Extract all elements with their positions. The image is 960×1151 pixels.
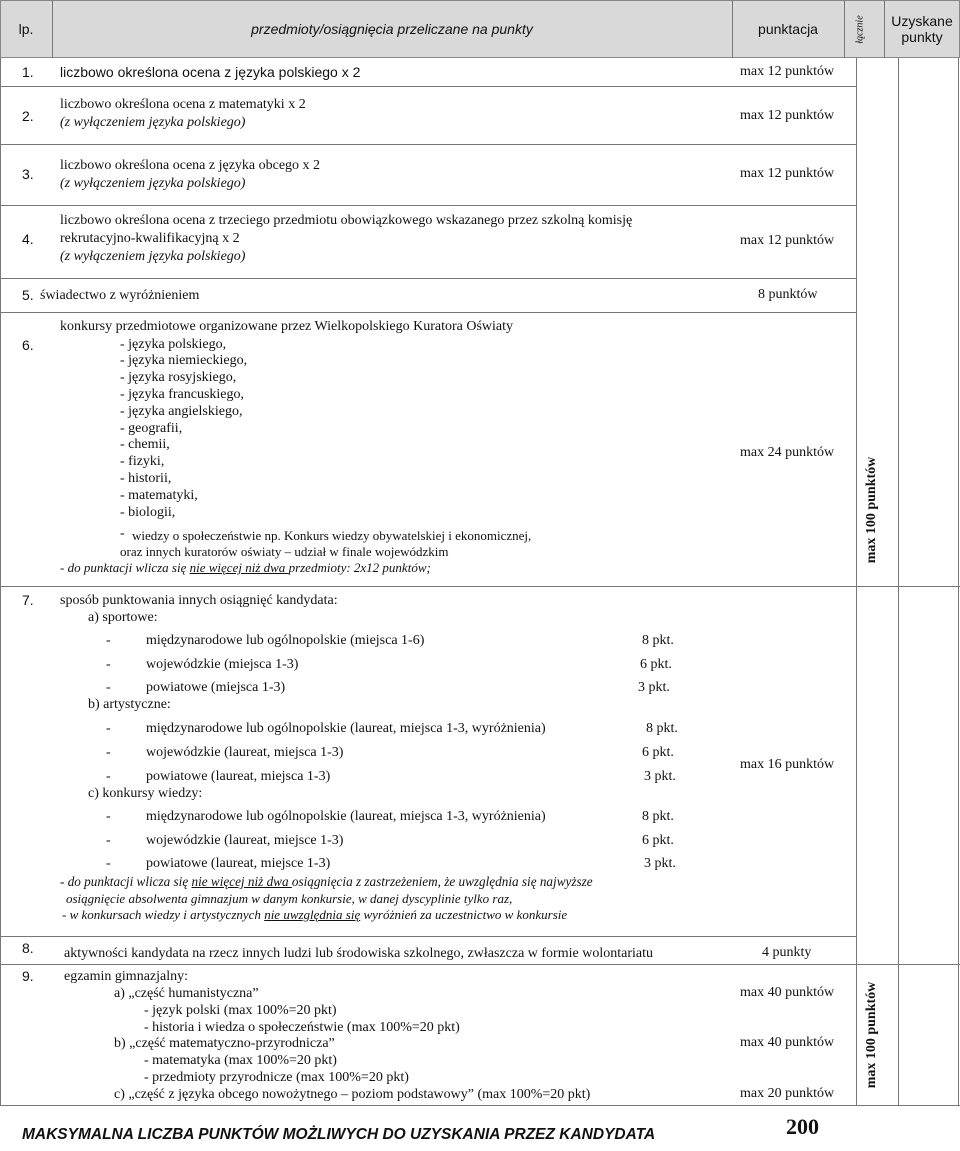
list-item-dash: - bbox=[106, 633, 111, 648]
row-number: 3. bbox=[22, 166, 34, 182]
row-note: (z wyłączeniem języka polskiego) bbox=[60, 176, 246, 191]
list-item-dash: - bbox=[106, 657, 111, 672]
list-item: wiedzy o społeczeństwie np. Konkurs wiedzy obywatelskiej i ekonomicznej, bbox=[132, 528, 532, 543]
row-number: 6. bbox=[22, 337, 34, 353]
row-number: 7. bbox=[22, 592, 34, 608]
list-item: międzynarodowe lub ogólnopolskie (miejsca 1-6) bbox=[146, 633, 425, 648]
row-text: liczbowo określona ocena z języka obcego x 2 bbox=[60, 158, 321, 173]
row-number: 9. bbox=[22, 968, 34, 984]
section-label: c) „część z języka obcego nowożytnego – poziom podstawowy” (max 100%=20 pkt) bbox=[114, 1087, 591, 1102]
list-item-dash: - bbox=[106, 721, 111, 736]
item-points: 6 pkt. bbox=[640, 657, 672, 672]
list-item: - języka angielskiego, bbox=[120, 404, 243, 419]
list-item-dash: - bbox=[120, 526, 125, 541]
list-item: powiatowe (miejsca 1-3) bbox=[146, 680, 286, 695]
row-points: max 12 punktów bbox=[740, 108, 835, 123]
row-number: 5. bbox=[22, 287, 34, 303]
row-points: max 16 punktów bbox=[740, 757, 835, 772]
list-item: powiatowe (laureat, miejsce 1-3) bbox=[146, 856, 331, 871]
item-points: max 40 punktów bbox=[740, 1035, 835, 1050]
row-divider bbox=[0, 936, 856, 937]
row-divider bbox=[0, 964, 960, 965]
section-label: a) „część humanistyczna” bbox=[114, 986, 259, 1001]
list-item-dash: - bbox=[106, 856, 111, 871]
item-points: 3 pkt. bbox=[638, 680, 670, 695]
list-item: - fizyki, bbox=[120, 454, 165, 469]
list-item: wojewódzkie (laureat, miejsca 1-3) bbox=[146, 745, 344, 760]
list-item-dash: - bbox=[106, 769, 111, 784]
list-item: - matematyki, bbox=[120, 488, 198, 503]
list-item: - przedmioty przyrodnicze (max 100%=20 pkt) bbox=[144, 1070, 409, 1085]
row-text: aktywności kandydata na rzecz innych ludzi lub środowiska szkolnego, zwłaszcza w formie wolontariatu bbox=[64, 946, 653, 961]
row-points: 8 punktów bbox=[758, 287, 818, 302]
row-points: max 24 punktów bbox=[740, 445, 835, 460]
list-item-dash: - bbox=[106, 745, 111, 760]
list-item: - matematyka (max 100%=20 pkt) bbox=[144, 1053, 337, 1068]
group-total-label: max 100 punktów bbox=[864, 981, 879, 1089]
header-obtained: Uzyskane punkty bbox=[891, 13, 953, 45]
section-label: c) konkursy wiedzy: bbox=[88, 786, 203, 801]
list-item: wojewódzkie (laureat, miejsce 1-3) bbox=[146, 833, 344, 848]
divider bbox=[732, 0, 733, 58]
section-label: b) „część matematyczno-przyrodnicza” bbox=[114, 1036, 335, 1051]
item-points: 8 pkt. bbox=[646, 721, 678, 736]
footer-label: MAKSYMALNA LICZBA PUNKTÓW MOŻLIWYCH DO UZYSKANIA PRZEZ KANDYDATA bbox=[22, 1126, 656, 1143]
row-divider bbox=[0, 278, 856, 279]
row-text: egzamin gimnazjalny: bbox=[64, 969, 189, 984]
section-label: b) artystyczne: bbox=[88, 697, 171, 712]
row-text: konkursy przedmiotowe organizowane przez Wielkopolskiego Kuratora Oświaty bbox=[60, 319, 514, 334]
row-note: (z wyłączeniem języka polskiego) bbox=[60, 115, 246, 130]
list-item: - języka rosyjskiego, bbox=[120, 370, 237, 385]
row-points: max 12 punktów bbox=[740, 64, 835, 79]
row-points: 4 punkty bbox=[762, 945, 812, 960]
row-note: - do punktacji wlicza się nie więcej niż dwa przedmioty: 2x12 punktów; bbox=[60, 560, 431, 575]
table-right-border bbox=[958, 58, 959, 1105]
list-item: - biologii, bbox=[120, 505, 176, 520]
row-divider bbox=[0, 205, 856, 206]
list-item-dash: - bbox=[106, 680, 111, 695]
list-item: - historia i wiedza o społeczeństwie (max 100%=20 pkt) bbox=[144, 1020, 460, 1035]
list-item: oraz innych kuratorów oświaty – udział w finale wojewódzkim bbox=[120, 544, 449, 559]
list-item: wojewódzkie (miejsca 1-3) bbox=[146, 657, 299, 672]
row-points: max 12 punktów bbox=[740, 166, 835, 181]
section-label: a) sportowe: bbox=[88, 610, 158, 625]
row-number: 4. bbox=[22, 231, 34, 247]
item-points: 8 pkt. bbox=[642, 809, 674, 824]
row-number: 8. bbox=[22, 940, 34, 956]
list-item: międzynarodowe lub ogólnopolskie (laureat, miejsca 1-3, wyróżnienia) bbox=[146, 809, 546, 824]
item-points: 3 pkt. bbox=[644, 769, 676, 784]
row-note: osiągnięcie absolwenta gimnazjum w danym konkursie, w danej dyscyplinie tylko raz, bbox=[66, 891, 513, 906]
row-note: (z wyłączeniem języka polskiego) bbox=[60, 249, 246, 264]
footer-total: 200 bbox=[786, 1114, 819, 1139]
list-item: - historii, bbox=[120, 471, 172, 486]
list-item: - języka niemieckiego, bbox=[120, 353, 248, 368]
list-item-dash: - bbox=[106, 833, 111, 848]
row-text: liczbowo określona ocena z matematyki x 2 bbox=[60, 97, 306, 112]
divider bbox=[884, 0, 885, 58]
row-divider bbox=[0, 586, 960, 587]
item-points: 6 pkt. bbox=[642, 745, 674, 760]
row-text: świadectwo z wyróżnieniem bbox=[40, 288, 200, 303]
list-item: - język polski (max 100%=20 pkt) bbox=[144, 1003, 337, 1018]
item-points: max 40 punktów bbox=[740, 985, 835, 1000]
row-divider bbox=[0, 312, 856, 313]
row-number: 1. bbox=[22, 64, 34, 80]
row-note: - do punktacji wlicza się nie więcej niż dwa osiągnięcia z zastrzeżeniem, że uwzględnia się najwyższe bbox=[60, 874, 593, 889]
list-item-dash: - bbox=[106, 809, 111, 824]
row-divider bbox=[0, 1105, 960, 1106]
header-scoring: punktacja bbox=[758, 21, 818, 37]
row-text-line2: rekrutacyjno-kwalifikacyjną x 2 bbox=[60, 231, 240, 246]
list-item: powiatowe (laureat, miejsca 1-3) bbox=[146, 769, 331, 784]
header-lp: lp. bbox=[18, 21, 34, 37]
obtained-column-border bbox=[898, 58, 899, 1105]
list-item: - chemii, bbox=[120, 437, 170, 452]
list-item: międzynarodowe lub ogólnopolskie (laureat, miejsca 1-3, wyróżnienia) bbox=[146, 721, 546, 736]
row-note: - w konkursach wiedzy i artystycznych nie uwzględnia się wyróżnień za uczestnictwo w konkursie bbox=[62, 907, 568, 922]
header-total: łącznie bbox=[854, 15, 866, 44]
row-text-line1: liczbowo określona ocena z trzeciego przedmiotu obowiązkowego wskazanego przez szkolną komisję bbox=[60, 213, 633, 228]
list-item: - języka polskiego, bbox=[120, 337, 227, 352]
row-divider bbox=[0, 86, 856, 87]
group-total-label: max 100 punktów bbox=[864, 456, 879, 564]
row-divider bbox=[0, 144, 856, 145]
header-subjects: przedmioty/osiągnięcia przeliczane na punkty bbox=[251, 21, 533, 37]
item-points: 6 pkt. bbox=[642, 833, 674, 848]
total-column-border bbox=[856, 58, 857, 1105]
row-text: sposób punktowania innych osiągnięć kandydata: bbox=[60, 593, 338, 608]
item-points: max 20 punktów bbox=[740, 1086, 835, 1101]
row-number: 2. bbox=[22, 108, 34, 124]
divider bbox=[52, 0, 53, 58]
item-points: 8 pkt. bbox=[642, 633, 674, 648]
table-left-border bbox=[0, 58, 1, 1105]
item-points: 3 pkt. bbox=[644, 856, 676, 871]
row-text: liczbowo określona ocena z języka polskiego x 2 bbox=[60, 64, 361, 80]
list-item: - języka francuskiego, bbox=[120, 387, 244, 402]
row-points: max 12 punktów bbox=[740, 233, 835, 248]
divider bbox=[844, 0, 845, 58]
list-item: - geografii, bbox=[120, 421, 183, 436]
